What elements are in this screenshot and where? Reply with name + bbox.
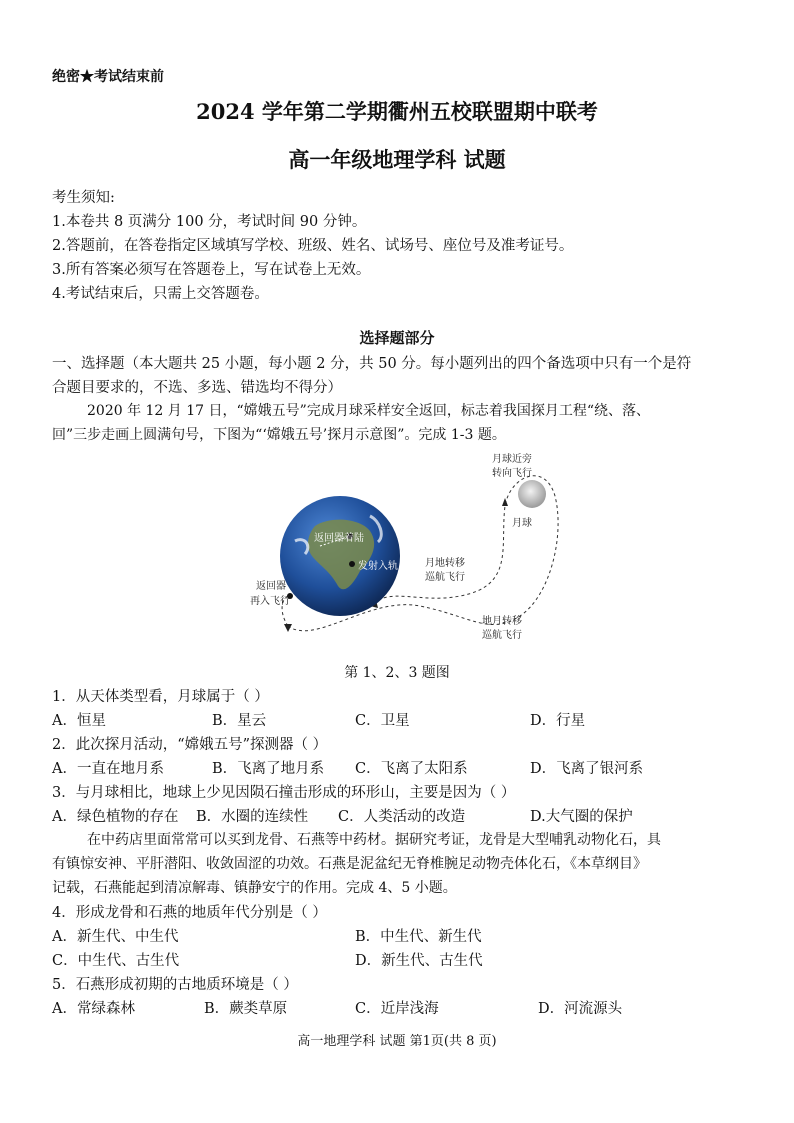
question-option: B．中生代、新生代 [355, 929, 482, 945]
label-moon-turn: 转向飞行 [492, 468, 532, 479]
question-option: C．中生代、古生代 [52, 953, 180, 969]
label-launch: 发射入轨 [358, 561, 398, 572]
notice-item: 4.考试结束后，只需上交答题卷。 [52, 286, 269, 302]
label-reentry: 返回器 [256, 581, 286, 592]
question-option: A．新生代、中生代 [52, 929, 179, 945]
question-option: B．星云 [212, 713, 267, 729]
moon-icon [518, 480, 546, 508]
question-option: A．恒星 [52, 713, 106, 729]
question-stem: 4．形成龙骨和石燕的地质年代分别是（ ） [52, 905, 327, 921]
label-moon-turn: 月球近旁 [492, 454, 532, 465]
question-option: C．近岸浅海 [355, 1001, 439, 1017]
passage-line: 有镇惊安神、平肝潜阳、收敛固涩的功效。石燕是泥盆纪无脊椎腕足动物壳体化石，《本草纲目》 [52, 856, 647, 872]
passage-line: 2020 年 12 月 17 日，“嫦娥五号”完成月球采样安全返回，标志着我国探月工程“绕、落、 [87, 403, 650, 419]
exam-subtitle: 高一年级地理学科 试题 [288, 147, 506, 172]
question-option: D．河流源头 [538, 1001, 623, 1017]
notice-item: 3.所有答案必须写在答题卷上，写在试卷上无效。 [52, 262, 371, 278]
launch-point-icon [349, 561, 355, 567]
question-option: C．人类活动的改造 [338, 809, 466, 825]
label-earth-moon: 地月转移 [482, 616, 522, 627]
notice-item: 1.本卷共 8 页满分 100 分，考试时间 90 分钟。 [52, 214, 367, 230]
question-option: D.大气圈的保护 [530, 809, 633, 825]
passage-line: 回”三步走画上圆满句号，下图为“‘嫦娥五号’探月示意图”。完成 1-3 题。 [52, 427, 506, 443]
question-option: B．水圈的连续性 [196, 809, 309, 825]
label-earth-moon: 巡航飞行 [482, 630, 522, 641]
question-stem: 2．此次探月活动，“嫦娥五号”探测器（ ） [52, 737, 328, 753]
question-stem: 3．与月球相比，地球上少见因陨石撞击形成的环形山，主要是因为（ ） [52, 785, 516, 801]
label-moon-earth: 月地转移 [425, 558, 465, 569]
question-option: A．一直在地月系 [52, 761, 164, 777]
change5-diagram [220, 446, 580, 654]
section-intro: 一、选择题（本大题共 25 小题，每小题 2 分，共 50 分。每小题列出的四个备选项中只有一个是符 [52, 356, 692, 372]
arrow-icon [284, 624, 292, 632]
question-option: B．蕨类草原 [204, 1001, 288, 1017]
question-stem: 1．从天体类型看，月球属于（ ） [52, 689, 269, 705]
question-option: A．常绿森林 [52, 1001, 135, 1017]
page-footer: 高一地理学科 试题 第1页(共 8 页) [297, 1034, 497, 1049]
passage-line: 记载，石燕能起到清凉解毒、镇静安宁的作用。完成 4、5 小题。 [52, 880, 457, 896]
question-option: D．新生代、古生代 [355, 953, 483, 969]
arrow-icon [502, 498, 508, 506]
section-title: 选择题部分 [359, 329, 435, 347]
notice-item: 2.答题前，在答卷指定区域填写学校、班级、姓名、试场号、座位号及准考证号。 [52, 238, 574, 254]
secret-header: 绝密★考试结束前 [52, 69, 164, 85]
question-option: A．绿色植物的存在 [52, 809, 179, 825]
question-option: C．卫星 [355, 713, 410, 729]
passage-line: 在中药店里面常常可以买到龙骨、石燕等中药材。据研究考证，龙骨是大型哺乳动物化石，具 [87, 832, 661, 848]
label-return-landing: 返回器着陆 [314, 533, 364, 544]
exam-title: 2024 学年第二学期衢州五校联盟期中联考 [196, 99, 598, 124]
question-option: D．行星 [530, 713, 586, 729]
question-option: D．飞离了银河系 [530, 761, 644, 777]
label-reentry: 再入飞行 [250, 596, 290, 607]
label-moon: 月球 [512, 518, 532, 529]
question-stem: 5．石燕形成初期的古地质环境是（ ） [52, 977, 298, 993]
question-option: C．飞离了太阳系 [355, 761, 468, 777]
notice-heading: 考生须知: [52, 190, 115, 206]
figure-caption: 第 1、2、3 题图 [344, 665, 450, 681]
section-intro: 合题目要求的，不选、多选、错选均不得分） [52, 380, 342, 396]
question-option: B．飞离了地月系 [212, 761, 325, 777]
label-moon-earth: 巡航飞行 [425, 572, 465, 583]
